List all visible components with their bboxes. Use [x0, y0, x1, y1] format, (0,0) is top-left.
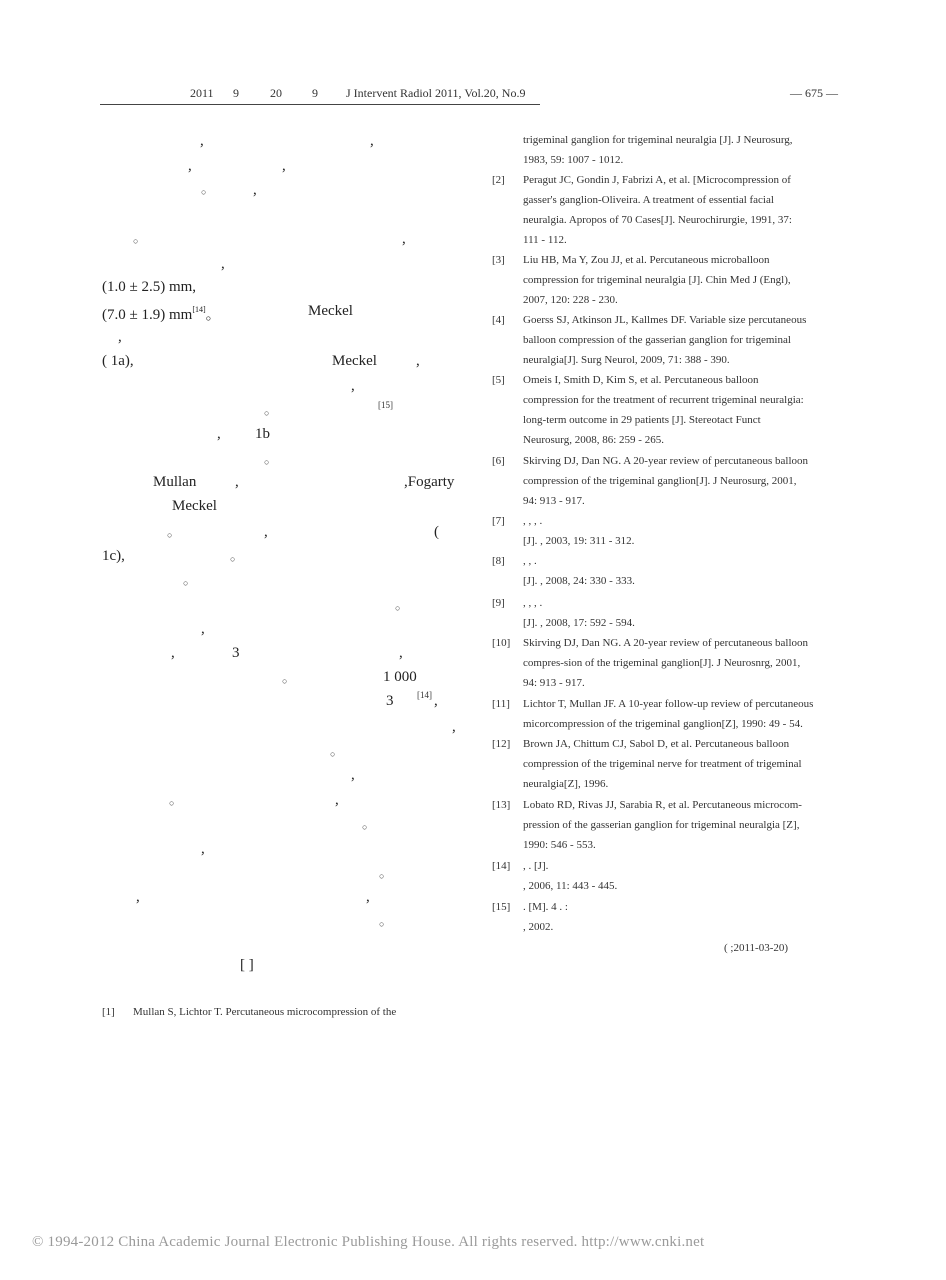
- reference-number: [8]: [492, 555, 505, 567]
- text-fragment: ,: [370, 133, 374, 149]
- reference-line: [J]. , 2008, 17: 592 - 594.: [523, 617, 635, 629]
- reference-text: Mullan S, Lichtor T. Percutaneous microcompression of the: [133, 1006, 397, 1018]
- text-fragment: ,: [253, 182, 257, 198]
- text-fragment: ○: [169, 798, 175, 808]
- term-fogarty: ,Fogarty: [404, 474, 455, 490]
- reference-text: [523, 130, 849, 170]
- reference-number: [4]: [492, 314, 505, 326]
- reference-text: [523, 511, 849, 551]
- text-fragment: ,: [235, 474, 239, 490]
- reference-line: compression for trigeminal neuralgia [J]. Chin Med J (Engl),: [523, 274, 791, 286]
- reference-line: 111 - 112.: [523, 234, 567, 246]
- running-header: [100, 86, 846, 104]
- reference-line: trigeminal ganglion for trigeminal neuralgia [J]. J Neurosurg,: [523, 134, 793, 146]
- reference-text: [523, 856, 849, 896]
- reference-item: [492, 310, 848, 370]
- text-fragment: (: [434, 524, 439, 540]
- text-fragment: ,: [201, 621, 205, 637]
- figure-ref-1c: 1c),: [102, 548, 125, 564]
- reference-number: [13]: [492, 799, 511, 811]
- figure-ref-1a: ( 1a),: [102, 353, 134, 369]
- reference-line: Lobato RD, Rivas JJ, Sarabia R, et al. Percutaneous microcom-: [523, 799, 802, 811]
- header-year: 2011: [190, 86, 214, 100]
- text-fragment: ,: [201, 841, 205, 857]
- text-fragment: ○: [230, 554, 236, 564]
- reference-line: [J]. , 2008, 24: 330 - 333.: [523, 575, 635, 587]
- text-fragment: ,: [221, 256, 225, 272]
- reference-line: , , , .: [523, 515, 543, 527]
- reference-number: [6]: [492, 455, 505, 467]
- reference-line: Brown JA, Chittum CJ, Sabol D, et al. Percutaneous balloon: [523, 738, 790, 750]
- reference-item: [492, 694, 848, 734]
- reference-text: [523, 310, 849, 370]
- reference-line: , , .: [523, 555, 537, 567]
- reference-line: long-term outcome in 29 patients [J]. Stereotact Funct: [523, 414, 761, 426]
- reference-item: [492, 633, 848, 693]
- text-fragment: ,: [434, 693, 438, 709]
- reference-number: [11]: [492, 698, 510, 710]
- reference-line: 1983, 59: 1007 - 1012.: [523, 154, 624, 166]
- reference-text: [523, 370, 849, 450]
- text-fragment: ,: [452, 719, 456, 735]
- text-fragment: ,: [264, 524, 268, 540]
- reference-line: Peragut JC, Gondin J, Fabrizi A, et al. [Microcompression of: [523, 174, 791, 186]
- reference-line: 94: 913 - 917.: [523, 495, 585, 507]
- text-fragment: ,: [217, 426, 221, 442]
- number-3: 3: [386, 693, 394, 709]
- reference-line: pression of the gasserian ganglion for trigeminal neuralgia [Z],: [523, 819, 800, 831]
- received-date: ( ;2011-03-20): [724, 942, 789, 954]
- reference-text: [523, 897, 849, 937]
- reference-line: neuralgia[J]. Surg Neurol, 2009, 71: 388 - 390.: [523, 354, 730, 366]
- reference-text: [523, 250, 849, 310]
- reference-line: Liu HB, Ma Y, Zou JJ, et al. Percutaneous microballoon: [523, 254, 770, 266]
- text-fragment: ,: [399, 645, 403, 661]
- text-fragment: ,: [335, 792, 339, 808]
- text-fragment: ○: [133, 236, 139, 246]
- text-fragment: ,: [351, 767, 355, 783]
- header-issue: 9: [312, 86, 318, 100]
- reference-line: balloon compression of the gasserian ganglion for trigeminal: [523, 334, 791, 346]
- reference-item: [492, 593, 848, 633]
- text-fragment: ○: [330, 749, 336, 759]
- term-mullan: Mullan: [153, 474, 197, 490]
- copyright-footer: © 1994-2012 China Academic Journal Electronic Publishing House. All rights reserved. http://www.cnki.net: [32, 1234, 705, 1250]
- header-month: 9: [233, 86, 239, 100]
- reference-number: [5]: [492, 374, 505, 386]
- text-fragment: ,: [200, 133, 204, 149]
- citation-ref: [15]: [378, 400, 393, 410]
- header-page-number: — 675 —: [790, 86, 838, 100]
- reference-text: [523, 593, 849, 633]
- reference-number: [3]: [492, 254, 505, 266]
- number-1000: 1 000: [383, 669, 417, 685]
- reference-number: [1]: [102, 1006, 115, 1018]
- reference-line: gasser's ganglion-Oliveira. A treatment of essential facial: [523, 194, 774, 206]
- reference-number: [14]: [492, 860, 511, 872]
- term-meckel: Meckel: [332, 353, 377, 369]
- reference-item: [492, 130, 848, 170]
- reference-text: [523, 551, 849, 591]
- reference-line: compression for the treatment of recurrent trigeminal neuralgia:: [523, 394, 804, 406]
- reference-line: 2007, 120: 228 - 230.: [523, 294, 618, 306]
- reference-item: [492, 451, 848, 511]
- reference-line: compres-sion of the trigeminal ganglion[J]. J Neurosnrg, 2001,: [523, 657, 801, 669]
- reference-item: [492, 170, 848, 250]
- measurement-value: (7.0 ± 1.9) mm[14]。: [102, 305, 221, 323]
- reference-line: . [M]. 4 . :: [523, 901, 568, 913]
- header-rule: [100, 104, 540, 105]
- text-fragment: ,: [351, 378, 355, 394]
- reference-line: Skirving DJ, Dan NG. A 20-year review of percutaneous balloon: [523, 637, 809, 649]
- reference-text: [523, 694, 849, 734]
- reference-line: Goerss SJ, Atkinson JL, Kallmes DF. Variable size percutaneous: [523, 314, 807, 326]
- text-fragment: ,: [188, 158, 192, 174]
- figure-ref-1b: 1b: [255, 426, 270, 442]
- number-3: 3: [232, 645, 240, 661]
- reference-number: [15]: [492, 901, 511, 913]
- reference-line: , 2006, 11: 443 - 445.: [523, 880, 618, 892]
- reference-text: [523, 633, 849, 693]
- text-fragment: ,: [366, 889, 370, 905]
- text-fragment: ○: [379, 919, 385, 929]
- reference-line: 1990: 546 - 553.: [523, 839, 596, 851]
- text-fragment: ○: [183, 578, 189, 588]
- text-fragment: ○: [282, 676, 288, 686]
- reference-text: [523, 451, 849, 511]
- reference-line: neuralgia[Z], 1996.: [523, 778, 609, 790]
- reference-line: , , , .: [523, 597, 543, 609]
- reference-line: 94: 913 - 917.: [523, 677, 585, 689]
- reference-number: [9]: [492, 597, 505, 609]
- reference-item: [492, 511, 848, 551]
- reference-line: Lichtor T, Mullan JF. A 10-year follow-up review of percutaneous: [523, 698, 814, 710]
- reference-line: Omeis I, Smith D, Kim S, et al. Percutaneous balloon: [523, 374, 759, 386]
- reference-item: [492, 250, 848, 310]
- reference-number: [12]: [492, 738, 511, 750]
- reference-line: , 2002.: [523, 921, 554, 933]
- reference-line: micorcompression of the trigeminal ganglion[Z], 1990: 49 - 54.: [523, 718, 803, 730]
- text-fragment: ,: [118, 329, 122, 345]
- text-fragment: ○: [395, 603, 401, 613]
- text-fragment: ○: [379, 871, 385, 881]
- citation-ref: [14]: [417, 690, 432, 700]
- reference-item: [492, 551, 848, 591]
- reference-item: [492, 897, 848, 937]
- reference-line: , . [J].: [523, 860, 549, 872]
- header-volume: 20: [270, 86, 282, 100]
- text-fragment: ○: [264, 457, 270, 467]
- reference-number: [2]: [492, 174, 505, 186]
- reference-line: compression of the trigeminal ganglion[J]. J Neurosurg, 2001,: [523, 475, 797, 487]
- text-fragment: ,: [282, 158, 286, 174]
- text-fragment: ○: [264, 408, 270, 418]
- reference-item: [492, 795, 848, 855]
- reference-number: [7]: [492, 515, 505, 527]
- reference-line: compression of the trigeminal nerve for treatment of trigeminal: [523, 758, 802, 770]
- text-fragment: ○: [167, 530, 173, 540]
- reference-item: [492, 734, 848, 794]
- reference-line: Skirving DJ, Dan NG. A 20-year review of percutaneous balloon: [523, 455, 809, 467]
- text-fragment: ○: [362, 822, 368, 832]
- header-journal: J Intervent Radiol 2011, Vol.20, No.9: [346, 86, 526, 100]
- term-meckel: Meckel: [172, 498, 217, 514]
- reference-line: neuralgia. Apropos of 70 Cases[J]. Neurochirurgie, 1991, 37:: [523, 214, 792, 226]
- text-fragment: ,: [402, 231, 406, 247]
- reference-item: [492, 370, 848, 450]
- reference-text: [523, 734, 849, 794]
- text-fragment: ,: [136, 889, 140, 905]
- references-heading-brackets: [ ]: [240, 957, 254, 973]
- text-fragment: ,: [171, 645, 175, 661]
- reference-line: [J]. , 2003, 19: 311 - 312.: [523, 535, 635, 547]
- reference-text: [523, 170, 849, 250]
- reference-text: [523, 795, 849, 855]
- text-fragment: ,: [416, 353, 420, 369]
- reference-item: [492, 856, 848, 896]
- reference-line: Neurosurg, 2008, 86: 259 - 265.: [523, 434, 664, 446]
- reference-number: [10]: [492, 637, 511, 649]
- term-meckel: Meckel: [308, 303, 353, 319]
- measurement-value: (1.0 ± 2.5) mm,: [102, 279, 197, 295]
- text-fragment: ○: [201, 187, 207, 197]
